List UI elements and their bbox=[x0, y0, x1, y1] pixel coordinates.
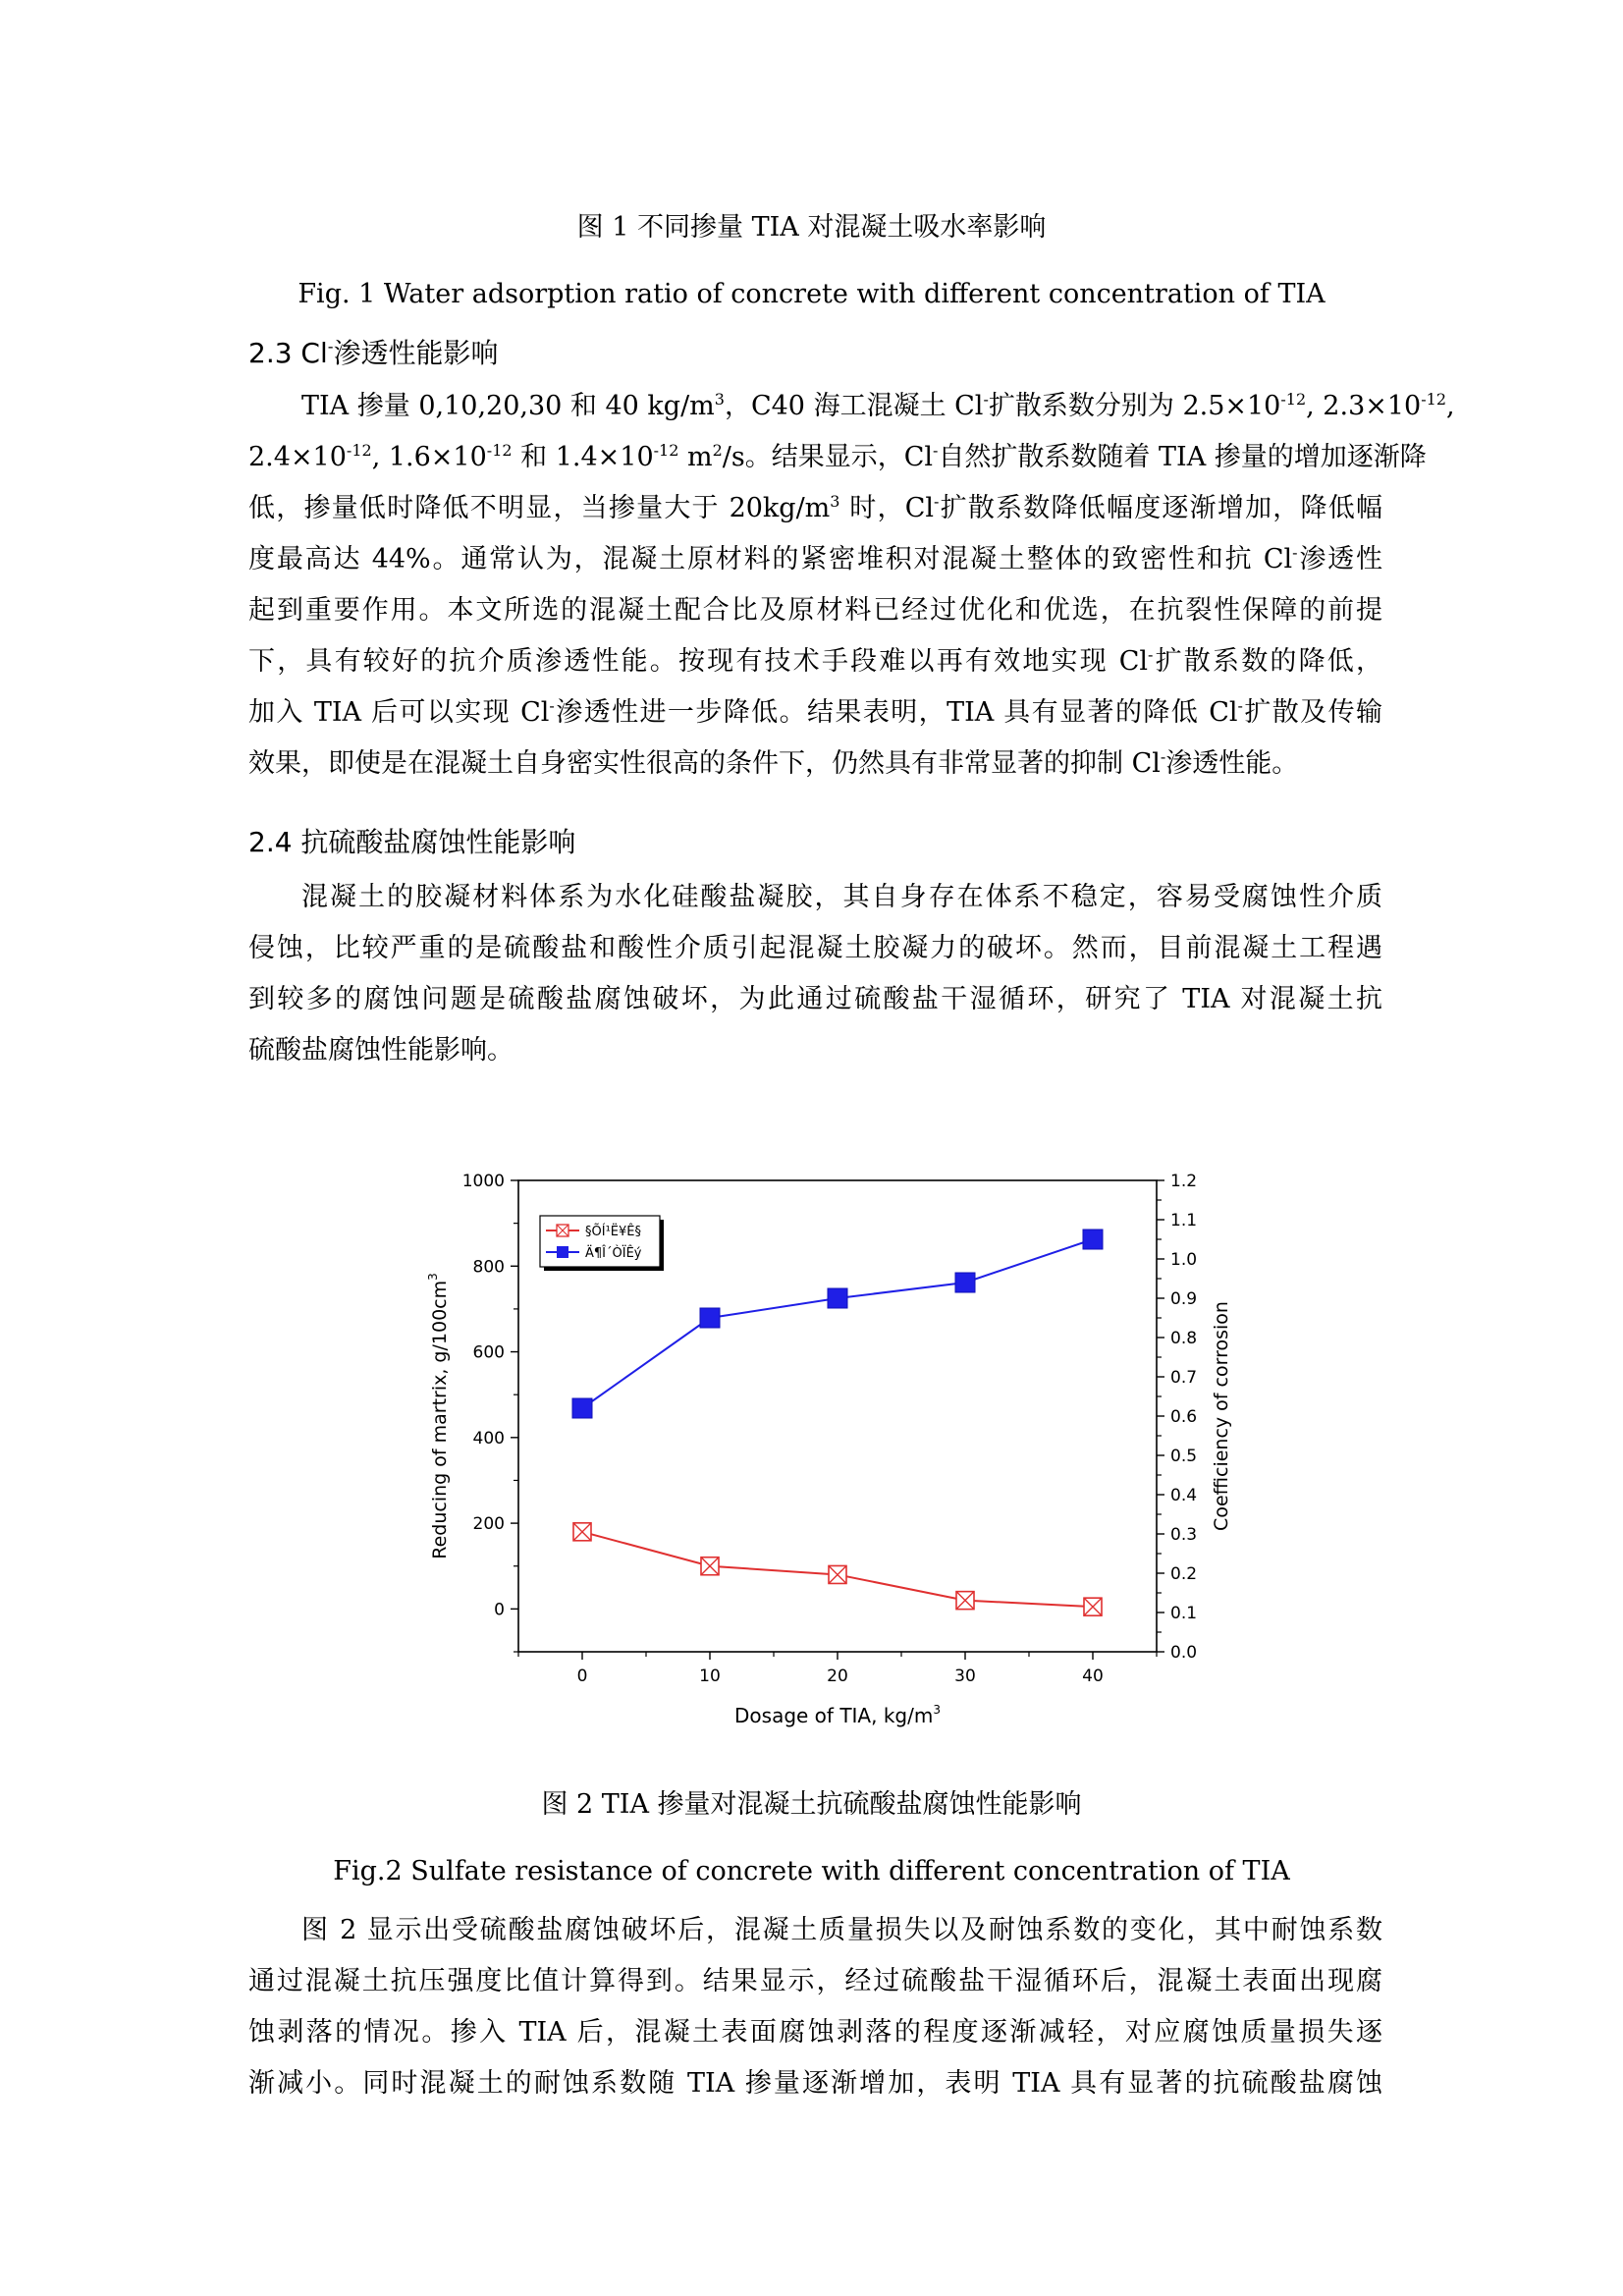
y-right-tick-label: 0.2 bbox=[1170, 1564, 1198, 1584]
text-run: TIA 掺量 0,10,20,30 和 40 kg/m bbox=[301, 391, 715, 421]
x-tick-label: 20 bbox=[827, 1667, 848, 1686]
section-2-4-paragraph bbox=[248, 872, 1382, 1076]
section-2-4-heading: 2.4 抗硫酸盐腐蚀性能影响 bbox=[248, 826, 576, 858]
text-run: ，C40 海工混凝土 Cl bbox=[724, 391, 984, 421]
legend bbox=[540, 1216, 664, 1271]
para-line bbox=[248, 636, 1382, 687]
text-run: 渗透性 bbox=[1297, 544, 1382, 574]
para-line bbox=[248, 738, 1382, 790]
y-right-axis-label: Coefficiency of corrosion bbox=[1211, 1301, 1232, 1531]
data-point-corrosion-loss bbox=[1084, 1598, 1102, 1615]
superscript: 2 bbox=[712, 441, 723, 460]
data-point-corrosion-coefficient bbox=[1083, 1230, 1103, 1249]
data-point-corrosion-coefficient bbox=[572, 1398, 592, 1418]
text-run: 时，Cl bbox=[839, 493, 935, 523]
legend-marker bbox=[557, 1246, 568, 1258]
y-right-tick-label: 0.6 bbox=[1170, 1407, 1198, 1427]
superscript: - bbox=[549, 696, 555, 715]
superscript: - bbox=[934, 492, 940, 511]
x-axis-label-sup: 3 bbox=[933, 1703, 941, 1717]
y-right-tick-label: 1.0 bbox=[1170, 1250, 1198, 1270]
y-left-tick-label: 400 bbox=[472, 1428, 505, 1449]
data-point-corrosion-coefficient bbox=[828, 1288, 847, 1308]
superscript: - bbox=[983, 390, 989, 409]
fig1-caption-en: Fig. 1 Water adsorption ratio of concrete with different concentration of TIA bbox=[298, 279, 1325, 309]
y-right-tick-label: 0.9 bbox=[1170, 1289, 1198, 1309]
para-line bbox=[248, 483, 1382, 534]
text-run: , 1.6×10 bbox=[371, 442, 487, 472]
superscript: - bbox=[1292, 543, 1298, 562]
text-run: 低，掺量低时降低不明显，当掺量大于 20kg/m bbox=[248, 493, 831, 523]
text-run: 扩散系数分别为 2.5×10 bbox=[988, 391, 1281, 421]
x-axis-label: Dosage of TIA, $kg/m^3$ bbox=[734, 1703, 941, 1727]
text-run: 扩散系数降低幅度逐渐增加，降低幅 bbox=[939, 493, 1382, 523]
para-line bbox=[248, 687, 1382, 738]
para-line: 通过混凝土抗压强度比值计算得到。结果显示，经过硫酸盐干湿循环后，混凝土表面出现腐 bbox=[248, 1966, 1382, 1996]
para-line: 图 2 显示出受硫酸盐腐蚀破坏后，混凝土质量损失以及耐蚀系数的变化，其中耐蚀系数 bbox=[301, 1915, 1382, 1945]
section-2-3-heading-text: 渗透性能影响 bbox=[333, 337, 499, 369]
superscript: -12 bbox=[653, 441, 679, 460]
y-left-tick-label: 1000 bbox=[461, 1172, 505, 1191]
section-2-3-paragraph bbox=[248, 381, 1455, 790]
superscript: - bbox=[1160, 747, 1166, 766]
text-run: /s。结果显示，Cl bbox=[722, 442, 934, 472]
text-run: 度最高达 44%。通常认为，混凝土原材料的紧密堆积对混凝土整体的致密性和抗 Cl bbox=[248, 544, 1293, 574]
y-left-tick-label: 600 bbox=[472, 1342, 505, 1363]
x-tick-label: 30 bbox=[954, 1667, 976, 1686]
y-right-tick-label: 1.2 bbox=[1170, 1172, 1198, 1191]
data-point-corrosion-loss bbox=[701, 1558, 719, 1575]
section-2-3-heading bbox=[248, 334, 499, 373]
text-run: , bbox=[1446, 391, 1455, 421]
data-point-corrosion-loss bbox=[956, 1592, 974, 1610]
text-run: 渗透性进一步降低。结果表明，TIA 具有显著的降低 Cl bbox=[554, 697, 1238, 728]
text-run: , 2.3×10 bbox=[1306, 391, 1422, 421]
text-run: 渗透性能。 bbox=[1165, 748, 1299, 779]
fig2-caption-cn: 图 2 TIA 掺量对混凝土抗硫酸盐腐蚀性能影响 bbox=[541, 1789, 1082, 1820]
superscript: -12 bbox=[1280, 390, 1307, 409]
data-point-corrosion-coefficient bbox=[955, 1273, 975, 1292]
text-run: 2.4×10 bbox=[248, 442, 347, 472]
data-point-corrosion-loss bbox=[573, 1523, 591, 1541]
text-run: 扩散及传输 bbox=[1242, 697, 1382, 728]
closing-paragraph bbox=[248, 1905, 1382, 2109]
superscript: -12 bbox=[1421, 390, 1446, 409]
para-line: 到较多的腐蚀问题是硫酸盐腐蚀破坏，为此通过硫酸盐干湿循环，研究了 TIA 对混凝土抗 bbox=[248, 984, 1382, 1014]
legend-label: §ÕÍ¹Ë¥Ê§ bbox=[585, 1225, 641, 1239]
superscript: -12 bbox=[486, 441, 513, 460]
y-left-axis-label: Reducing of martrix, $g/100cm^3$ bbox=[426, 1273, 451, 1559]
text-run: 下，具有较好的抗介质渗透性能。按现有技术手段难以再有效地实现 Cl bbox=[248, 646, 1148, 677]
fig1-caption-cn: 图 1 不同掺量 TIA 对混凝土吸水率影响 bbox=[576, 212, 1047, 243]
fig2-chart bbox=[412, 1159, 1232, 1728]
text-run: 扩散系数的降低， bbox=[1153, 646, 1382, 677]
superscript: - bbox=[933, 441, 939, 460]
superscript: - bbox=[1148, 645, 1154, 664]
para-line: 蚀剥落的情况。掺入 TIA 后，混凝土表面腐蚀剥落的程度逐渐减轻，对应腐蚀质量损失逐 bbox=[248, 2017, 1382, 2048]
data-point-corrosion-loss bbox=[829, 1565, 846, 1583]
para-line: 硫酸盐腐蚀性能影响。 bbox=[248, 1035, 514, 1066]
y-left-tick-label: 800 bbox=[472, 1257, 505, 1278]
text-run: 加入 TIA 后可以实现 Cl bbox=[248, 697, 550, 728]
y-right-tick-label: 1.1 bbox=[1170, 1211, 1198, 1230]
x-tick-label: 10 bbox=[699, 1667, 721, 1686]
legend-label: Ä¶Î´ÒÏÊý bbox=[585, 1246, 642, 1261]
fig2-caption-en: Fig.2 Sulfate resistance of concrete with different concentration of TIA bbox=[333, 1856, 1290, 1886]
y-right-tick-label: 0.0 bbox=[1170, 1643, 1198, 1663]
para-line: 混凝土的胶凝材料体系为水化硅酸盐凝胶，其自身存在体系不稳定，容易受腐蚀性介质 bbox=[301, 882, 1382, 912]
para-line bbox=[248, 381, 1455, 432]
superscript: 3 bbox=[830, 492, 840, 511]
text-run: 自然扩散系数随着 TIA 掺量的增加逐渐降 bbox=[938, 442, 1427, 472]
y-left-tick-label: 200 bbox=[472, 1514, 505, 1535]
text-run: 起到重要作用。本文所选的混凝土配合比及原材料已经过优化和优选，在抗裂性保障的前提 bbox=[248, 595, 1382, 626]
y-right-tick-label: 0.8 bbox=[1170, 1329, 1198, 1348]
x-tick-label: 40 bbox=[1082, 1667, 1104, 1686]
data-point-corrosion-coefficient bbox=[700, 1308, 720, 1328]
section-2-3-heading-sup: - bbox=[327, 337, 334, 356]
para-line bbox=[248, 432, 1427, 483]
text-run: m bbox=[678, 442, 713, 472]
y-right-tick-label: 0.4 bbox=[1170, 1486, 1198, 1505]
text-run: 和 1.4×10 bbox=[512, 442, 654, 472]
x-tick-label: 0 bbox=[576, 1667, 588, 1686]
para-line: 侵蚀，比较严重的是硫酸盐和酸性介质引起混凝土胶凝力的破坏。然而，目前混凝土工程遇 bbox=[248, 933, 1382, 963]
y-left-tick-label: 0 bbox=[494, 1600, 505, 1620]
y-right-tick-label: 0.1 bbox=[1170, 1604, 1198, 1623]
y-right-tick-label: 0.3 bbox=[1170, 1525, 1198, 1545]
superscript: - bbox=[1237, 696, 1243, 715]
y-left-axis-label-sup: 3 bbox=[426, 1273, 440, 1281]
para-line bbox=[248, 585, 1382, 636]
y-right-tick-label: 0.7 bbox=[1170, 1368, 1198, 1388]
text-run: 效果，即使是在混凝土自身密实性很高的条件下，仍然具有非常显著的抑制 Cl bbox=[248, 748, 1161, 779]
para-line: 渐减小。同时混凝土的耐蚀系数随 TIA 掺量逐渐增加，表明 TIA 具有显著的抗硫酸盐腐蚀 bbox=[248, 2068, 1382, 2099]
superscript: 3 bbox=[714, 390, 725, 409]
section-2-3-heading-num: 2.3 Cl bbox=[248, 337, 328, 369]
para-line bbox=[248, 534, 1382, 585]
superscript: -12 bbox=[346, 441, 372, 460]
y-right-tick-label: 0.5 bbox=[1170, 1447, 1198, 1466]
